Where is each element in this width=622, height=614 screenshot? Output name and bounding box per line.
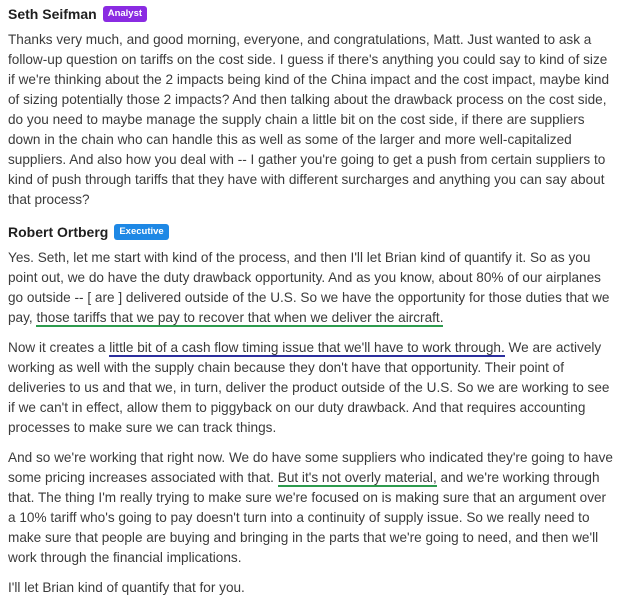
role-badge-analyst: Analyst [103, 6, 147, 22]
highlight-blue[interactable]: little bit of a cash flow timing issue that we'll have to work through. [109, 340, 505, 355]
speaker-header-analyst [8, 4, 614, 24]
paragraph-text: Now it creates a [8, 340, 110, 355]
speaker-name: Seth Seifman [8, 6, 97, 22]
answer-paragraph-4: I'll let Brian kind of quantify that for you. [8, 580, 245, 595]
highlight-green[interactable]: those tariffs that we pay to recover that when we deliver the aircraft. [36, 310, 444, 325]
paragraph-text: We are actively working as well with the supply chain because they don't have that opportunity. Their point of deliveries to us and that we, in turn, deliver the product outside of the U.S. So we are working to see if we can't in effect, allow them to piggyback on our duty drawback. And that requires accounting processes to make sure we can track things. [8, 340, 610, 435]
paragraph-text: And so we're working that right now. We do have some suppliers who indicated they're going to have some pricing increases associated with that. [8, 450, 613, 485]
answer-paragraph-3 [8, 448, 614, 568]
question-paragraph: Thanks very much, and good morning, everyone, and congratulations, Matt. Just wanted to ask a follow-up question on tariffs on the cost side. I guess if there's anything you could say to kind of size if we're thinking about the 2 impacts being kind of the China impact and the cost impact, maybe kind of sizing potentially those 2 impacts? And then talking about the drawback process on the cost side, do you need to maybe manage the supply chain a little bit on the cost side, if there are suppliers down in the chain who can handle this as well as some of the larger and more well-capitalized suppliers. And also how you deal with -- I gather you're going to get a push from certain suppliers to kind of push through tariffs that they have with different surcharges and anything you can say about that process? [8, 32, 610, 207]
speaker-name: Robert Ortberg [8, 224, 109, 240]
answer-paragraph-1 [8, 248, 614, 328]
role-badge-executive: Executive [114, 224, 168, 240]
paragraph-text: and we're working through that. The thing I'm really trying to make sure we're focused on is making sure that an argument over a 10% tariff who's going to pay doesn't turn into a continuity of supply issue. So we really need to make sure that people are buying and bringing in the parts that we're going to need, and then we'll work through the financial implications. [8, 470, 607, 565]
paragraph-text: Yes. Seth, let me start with kind of the process, and then I'll let Brian kind of quantify it. So as you point out, we do have the duty drawback opportunity. And as you know, about 80% of our airplanes go outside -- [ are ] delivered outside of the U.S. So we have the opportunity for those duties that we pay, [8, 250, 610, 325]
answer-paragraph-2 [8, 338, 614, 438]
highlight-green[interactable]: But it's not overly material, [277, 470, 437, 485]
speaker-header-executive [8, 222, 614, 242]
